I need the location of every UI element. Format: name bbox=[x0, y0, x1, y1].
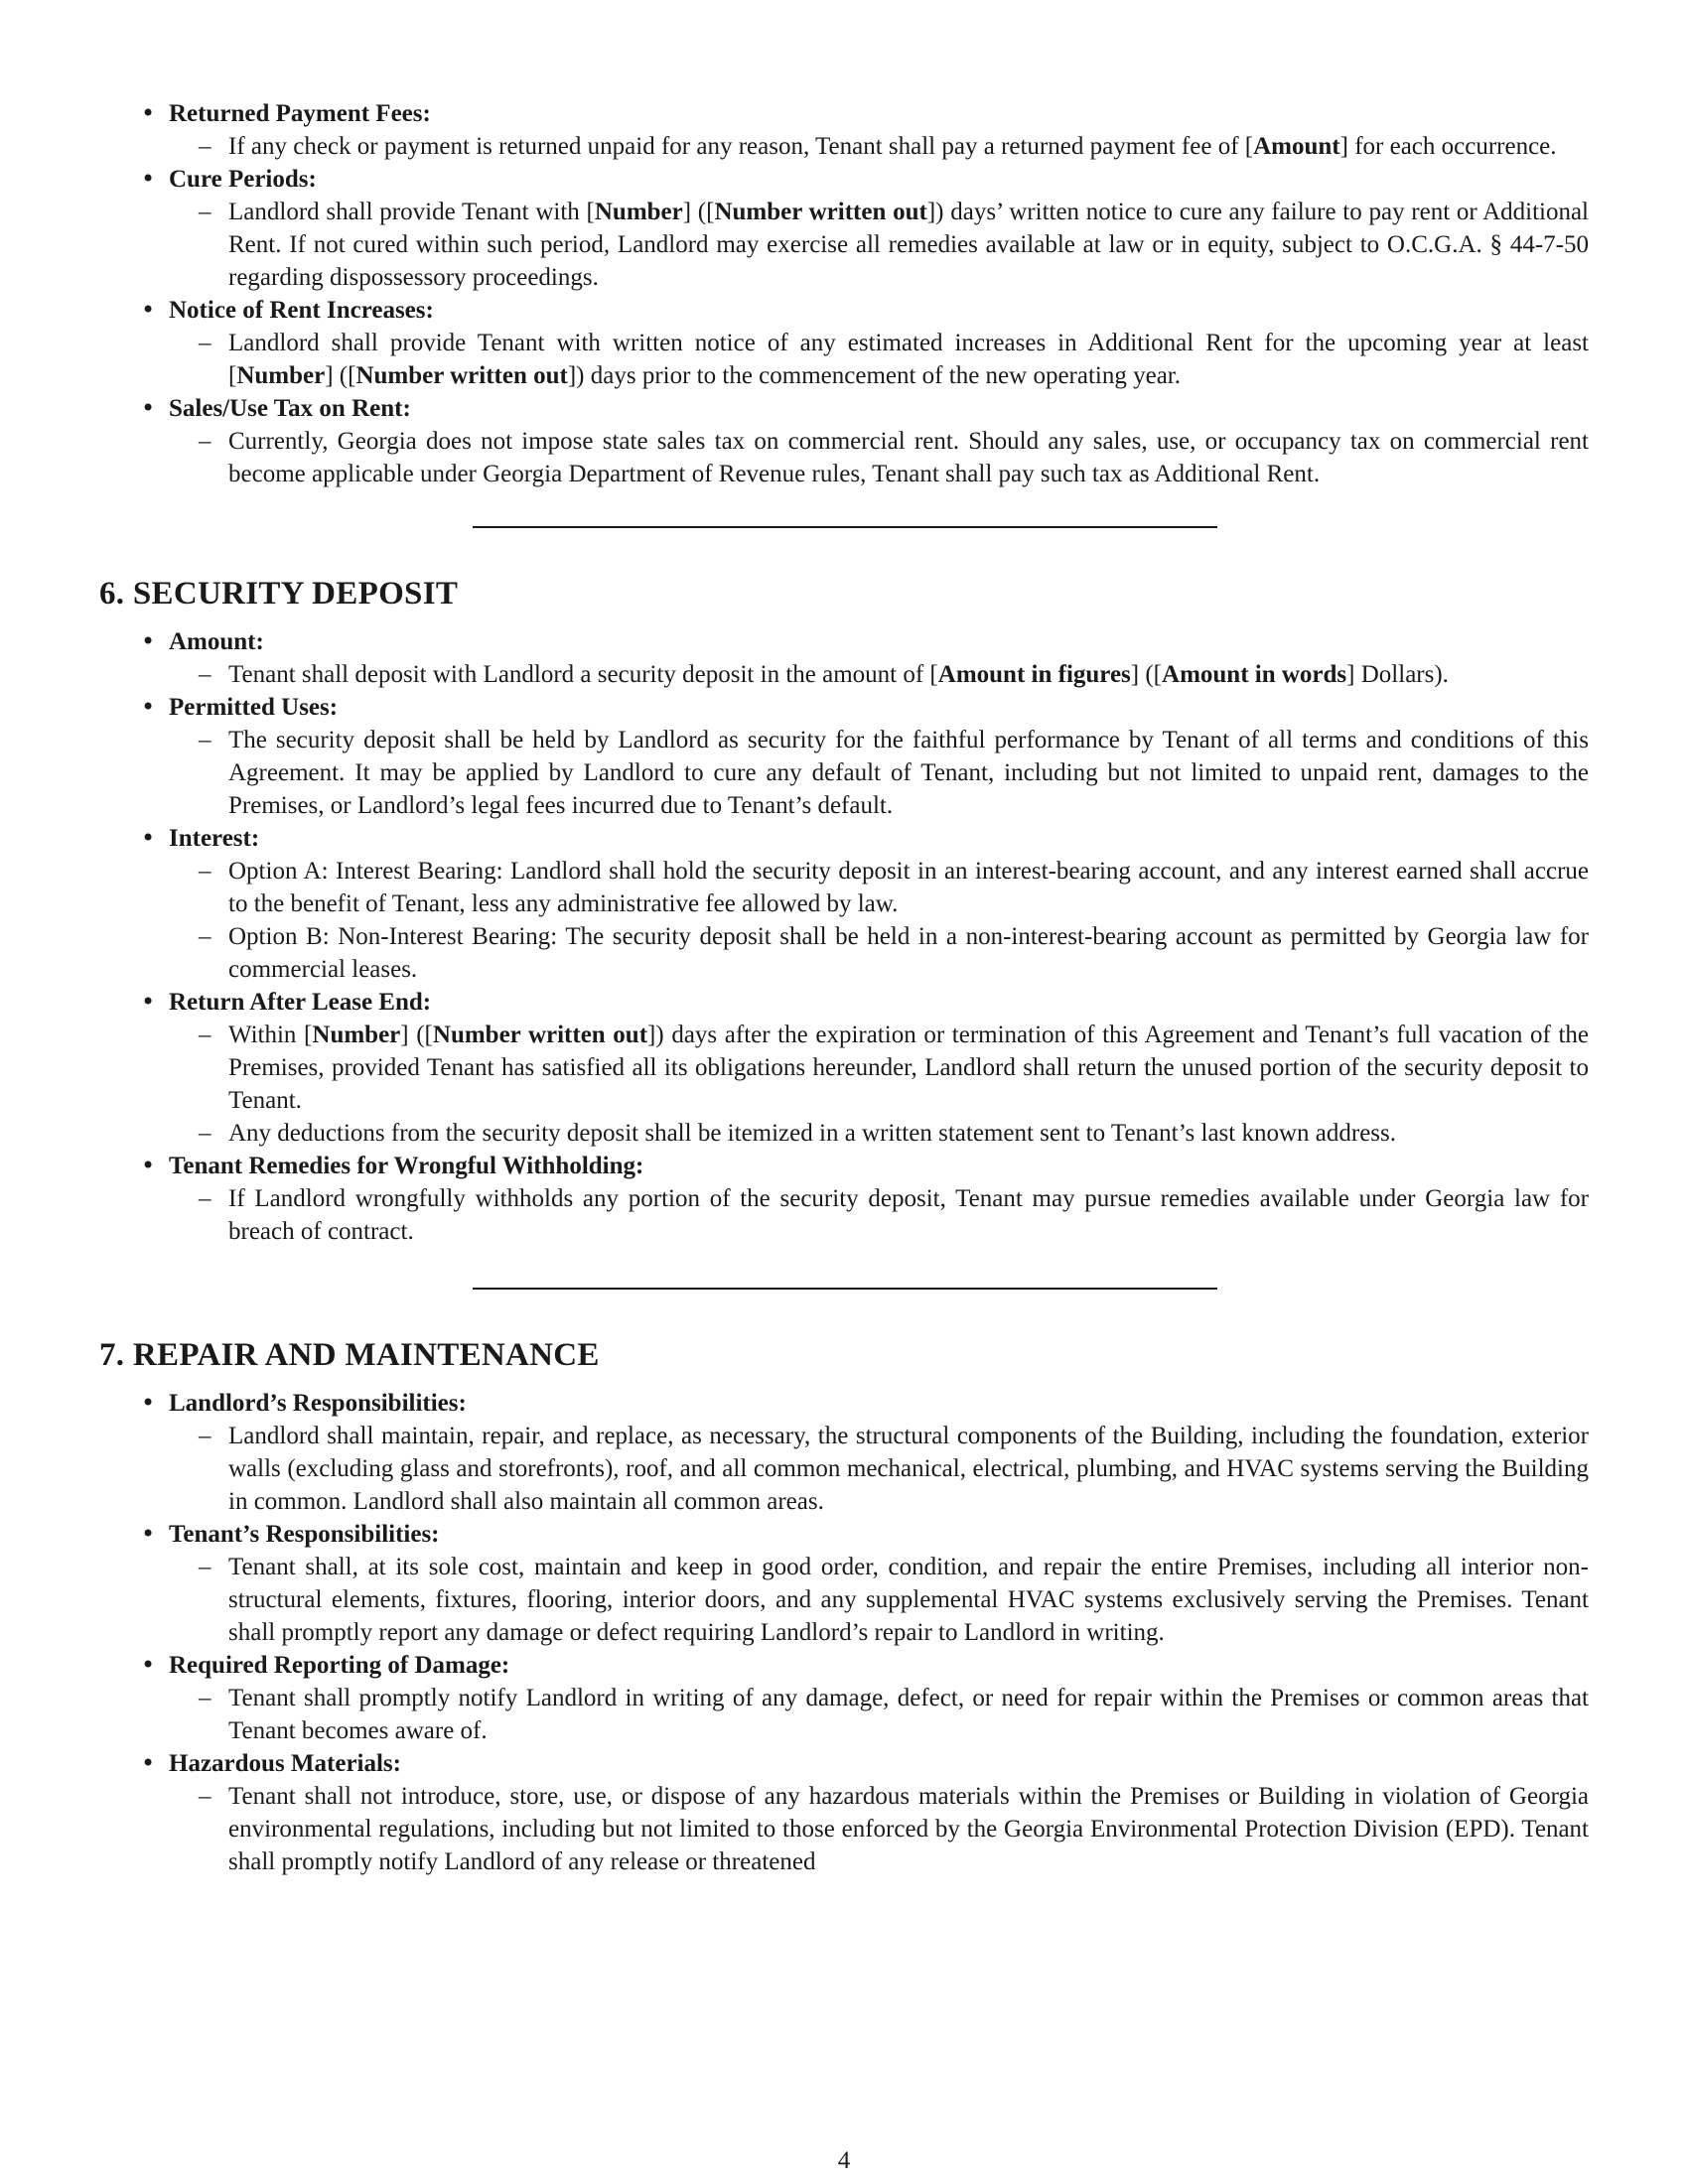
list-item bbox=[99, 97, 1589, 163]
sub-list-item bbox=[169, 1182, 1589, 1248]
list-item-title: Required Reporting of Damage: bbox=[169, 1652, 510, 1679]
list-item bbox=[99, 986, 1589, 1150]
sub-list-item bbox=[169, 1551, 1589, 1649]
sub-list-item bbox=[169, 855, 1589, 920]
placeholder-field: Number written out bbox=[432, 1022, 648, 1048]
list-item bbox=[99, 1747, 1589, 1878]
bullet-icon: • bbox=[141, 99, 156, 127]
text-run: ] ([ bbox=[400, 1022, 433, 1048]
dash-icon: – bbox=[199, 727, 211, 753]
dash-icon: – bbox=[199, 133, 211, 160]
list-item bbox=[99, 1518, 1589, 1649]
sub-list-item-text bbox=[228, 130, 1589, 163]
section-divider bbox=[473, 1288, 1217, 1290]
page-content bbox=[99, 97, 1589, 1878]
sub-list-item bbox=[169, 724, 1589, 822]
list-item-title: Hazardous Materials: bbox=[169, 1750, 401, 1777]
placeholder-field: Amount in figures bbox=[937, 661, 1131, 688]
text-run: Landlord shall maintain, repair, and replace, as necessary, the structural components of the Building, including the foundation, exterior walls (excluding glass and storefronts), roof, and all common mechanical, electrical, plumbing, and HVAC systems serving the Building in common. Landlord shall also maintain all common areas. bbox=[228, 1423, 1589, 1515]
bullet-icon: • bbox=[141, 1152, 156, 1179]
sub-list-item-text bbox=[228, 1420, 1589, 1518]
sub-list-item bbox=[169, 130, 1589, 163]
dash-icon: – bbox=[199, 1685, 211, 1711]
dash-icon: – bbox=[199, 1423, 211, 1449]
list-item bbox=[99, 1649, 1589, 1747]
list-item-title: Amount: bbox=[169, 628, 264, 655]
section-7-list bbox=[99, 1387, 1589, 1878]
sub-list-item-text bbox=[228, 1117, 1589, 1150]
sub-list-item bbox=[169, 196, 1589, 294]
bullet-icon: • bbox=[141, 1389, 156, 1417]
list-item-title: Returned Payment Fees: bbox=[169, 100, 431, 127]
text-run: ] Dollars). bbox=[1346, 661, 1449, 688]
dash-icon: – bbox=[199, 1554, 211, 1580]
sub-list-item-text bbox=[228, 1682, 1589, 1747]
sub-list-item-text bbox=[228, 196, 1589, 294]
sub-list-item-text bbox=[228, 855, 1589, 920]
list-item bbox=[99, 392, 1589, 490]
dash-icon: – bbox=[199, 661, 211, 688]
text-run: ]) days after the expiration or termination of this Agreement and Tenant’s full vacation of the Premises, provided Tenant has satisfied all its obligations hereunder, Landlord shall return the unused portion of the security deposit to Tenant. bbox=[228, 1022, 1590, 1114]
sub-list-item bbox=[169, 425, 1589, 490]
sub-list-item bbox=[169, 1019, 1589, 1117]
list-item-title: Tenant’s Responsibilities: bbox=[169, 1521, 440, 1548]
text-run: ] for each occurrence. bbox=[1339, 133, 1557, 160]
dash-icon: – bbox=[199, 923, 211, 950]
section-7-heading: 7. REPAIR AND MAINTENANCE bbox=[99, 1337, 600, 1373]
bullet-icon: • bbox=[141, 693, 156, 721]
sub-list-item-text bbox=[228, 425, 1589, 490]
placeholder-field: Number bbox=[594, 199, 683, 225]
sub-list-item bbox=[169, 1682, 1589, 1747]
section-6-heading: 6. SECURITY DEPOSIT bbox=[99, 576, 459, 612]
list-item-title: Sales/Use Tax on Rent: bbox=[169, 395, 411, 422]
list-item-title: Tenant Remedies for Wrongful Withholding: bbox=[169, 1153, 644, 1179]
text-run: The security deposit shall be held by Landlord as security for the faithful performance by Tenant of all terms and conditions of this Agreement. It may be applied by Landlord to cure any default of Tenant, including but not limited to unpaid rent, damages to the Premises, or Landlord’s legal fees incurred due to Tenant’s default. bbox=[228, 727, 1589, 819]
bullet-icon: • bbox=[141, 1520, 156, 1548]
placeholder-field: Number bbox=[236, 362, 326, 389]
sub-list-item-text bbox=[228, 1780, 1589, 1878]
text-run: Any deductions from the security deposit shall be itemized in a written statement sent to Tenant’s last known address. bbox=[228, 1120, 1397, 1147]
text-run: Tenant shall not introduce, store, use, or dispose of any hazardous materials within the Premises or Building in violation of Georgia environmental regulations, including but not limited to those enforced by the Georgia Environmental Protection Division (EPD). Tenant shall promptly notify Landlord of any release or threatened bbox=[228, 1783, 1589, 1875]
sub-list-item-text bbox=[228, 920, 1589, 986]
placeholder-field: Number written out bbox=[355, 362, 568, 389]
dash-icon: – bbox=[199, 1783, 211, 1810]
list-item-title: Landlord’s Responsibilities: bbox=[169, 1390, 467, 1417]
bullet-icon: • bbox=[141, 824, 156, 852]
dash-icon: – bbox=[199, 330, 211, 356]
list-item-title: Permitted Uses: bbox=[169, 694, 339, 721]
text-run: Within [ bbox=[228, 1022, 313, 1048]
section-divider bbox=[473, 526, 1217, 528]
sub-list-item-text bbox=[228, 658, 1589, 691]
list-item bbox=[99, 625, 1589, 691]
dash-icon: – bbox=[199, 428, 211, 455]
sub-list-item-text bbox=[228, 1019, 1589, 1117]
text-run: Tenant shall promptly notify Landlord in writing of any damage, defect, or need for repair within the Premises or common areas that Tenant becomes aware of. bbox=[228, 1685, 1589, 1744]
section-6-list bbox=[99, 625, 1589, 1248]
list-item bbox=[99, 1150, 1589, 1248]
bullet-icon: • bbox=[141, 296, 156, 324]
dash-icon: – bbox=[199, 199, 211, 225]
bullet-icon: • bbox=[141, 988, 156, 1016]
dash-icon: – bbox=[199, 1185, 211, 1212]
text-run: ] ([ bbox=[682, 199, 715, 225]
bullet-icon: • bbox=[141, 1749, 156, 1777]
dash-icon: – bbox=[199, 1120, 211, 1147]
bullet-icon: • bbox=[141, 1651, 156, 1679]
text-run: Option B: Non-Interest Bearing: The security deposit shall be held in a non-interest-bearing account as permitted by Georgia law for commercial leases. bbox=[228, 923, 1589, 983]
text-run: If Landlord wrongfully withholds any portion of the security deposit, Tenant may pursue remedies available under Georgia law for breach of contract. bbox=[228, 1185, 1589, 1245]
dash-icon: – bbox=[199, 1022, 211, 1048]
sub-list-item bbox=[169, 1117, 1589, 1150]
sub-list-item bbox=[169, 920, 1589, 986]
text-run: Tenant shall, at its sole cost, maintain and keep in good order, condition, and repair the entire Premises, including all interior non-structural elements, fixtures, flooring, interior doors, and any supplemental HVAC systems exclusively serving the Premises. Tenant shall promptly report any damage or defect requiring Landlord’s repair to Landlord in writing. bbox=[228, 1554, 1589, 1646]
sub-list-item bbox=[169, 1780, 1589, 1878]
bullet-icon: • bbox=[141, 394, 156, 422]
text-run: ] ([ bbox=[1130, 661, 1163, 688]
sub-list-item-text bbox=[228, 327, 1589, 392]
list-item-title: Notice of Rent Increases: bbox=[169, 297, 434, 324]
text-run: Tenant shall deposit with Landlord a security deposit in the amount of [ bbox=[228, 661, 938, 688]
list-item-title: Return After Lease End: bbox=[169, 989, 432, 1016]
sub-list-item bbox=[169, 1420, 1589, 1518]
text-run: ]) days’ written notice to cure any failure to pay rent or Additional Rent. If not cured within such period, Landlord may exercise all remedies available at law or in equity, subject to O.C.G.A. § 44-7-50 regarding dispossessory proceedings. bbox=[228, 199, 1590, 291]
bullet-icon: • bbox=[141, 165, 156, 193]
list-item-title: Interest: bbox=[169, 825, 260, 852]
list-item-title: Cure Periods: bbox=[169, 166, 317, 193]
sub-list-item-text bbox=[228, 724, 1589, 822]
sub-list-item-text bbox=[228, 1551, 1589, 1649]
text-run: If any check or payment is returned unpaid for any reason, Tenant shall pay a returned payment fee of [ bbox=[228, 133, 1254, 160]
placeholder-field: Amount in words bbox=[1162, 661, 1347, 688]
placeholder-field: Amount bbox=[1253, 133, 1340, 160]
list-item bbox=[99, 163, 1589, 294]
list-item bbox=[99, 294, 1589, 392]
sub-list-item-text bbox=[228, 1182, 1589, 1248]
placeholder-field: Number written out bbox=[714, 199, 927, 225]
list-item bbox=[99, 691, 1589, 822]
text-run: Landlord shall provide Tenant with written notice of any estimated increases in Additional Rent for the upcoming year at least [ bbox=[228, 330, 1589, 389]
list-item bbox=[99, 1387, 1589, 1518]
sub-list-item bbox=[169, 658, 1589, 691]
bullet-icon: • bbox=[141, 627, 156, 655]
text-run: Currently, Georgia does not impose state sales tax on commercial rent. Should any sales, use, or occupancy tax on commercial rent become applicable under Georgia Department of Revenue rules, Tenant shall pay such tax as Additional Rent. bbox=[228, 428, 1589, 487]
section-5-continued-list bbox=[99, 97, 1589, 490]
dash-icon: – bbox=[199, 858, 211, 885]
text-run: ] ([ bbox=[325, 362, 356, 389]
placeholder-field: Number bbox=[312, 1022, 401, 1048]
list-item bbox=[99, 822, 1589, 986]
page-number: 4 bbox=[837, 2147, 851, 2174]
sub-list-item bbox=[169, 327, 1589, 392]
text-run: ]) days prior to the commencement of the new operating year. bbox=[567, 362, 1181, 389]
text-run: Option A: Interest Bearing: Landlord shall hold the security deposit in an interest-bearing account, and any interest earned shall accrue to the benefit of Tenant, less any administrative fee allowed by law. bbox=[228, 858, 1589, 917]
text-run: Landlord shall provide Tenant with [ bbox=[228, 199, 595, 225]
